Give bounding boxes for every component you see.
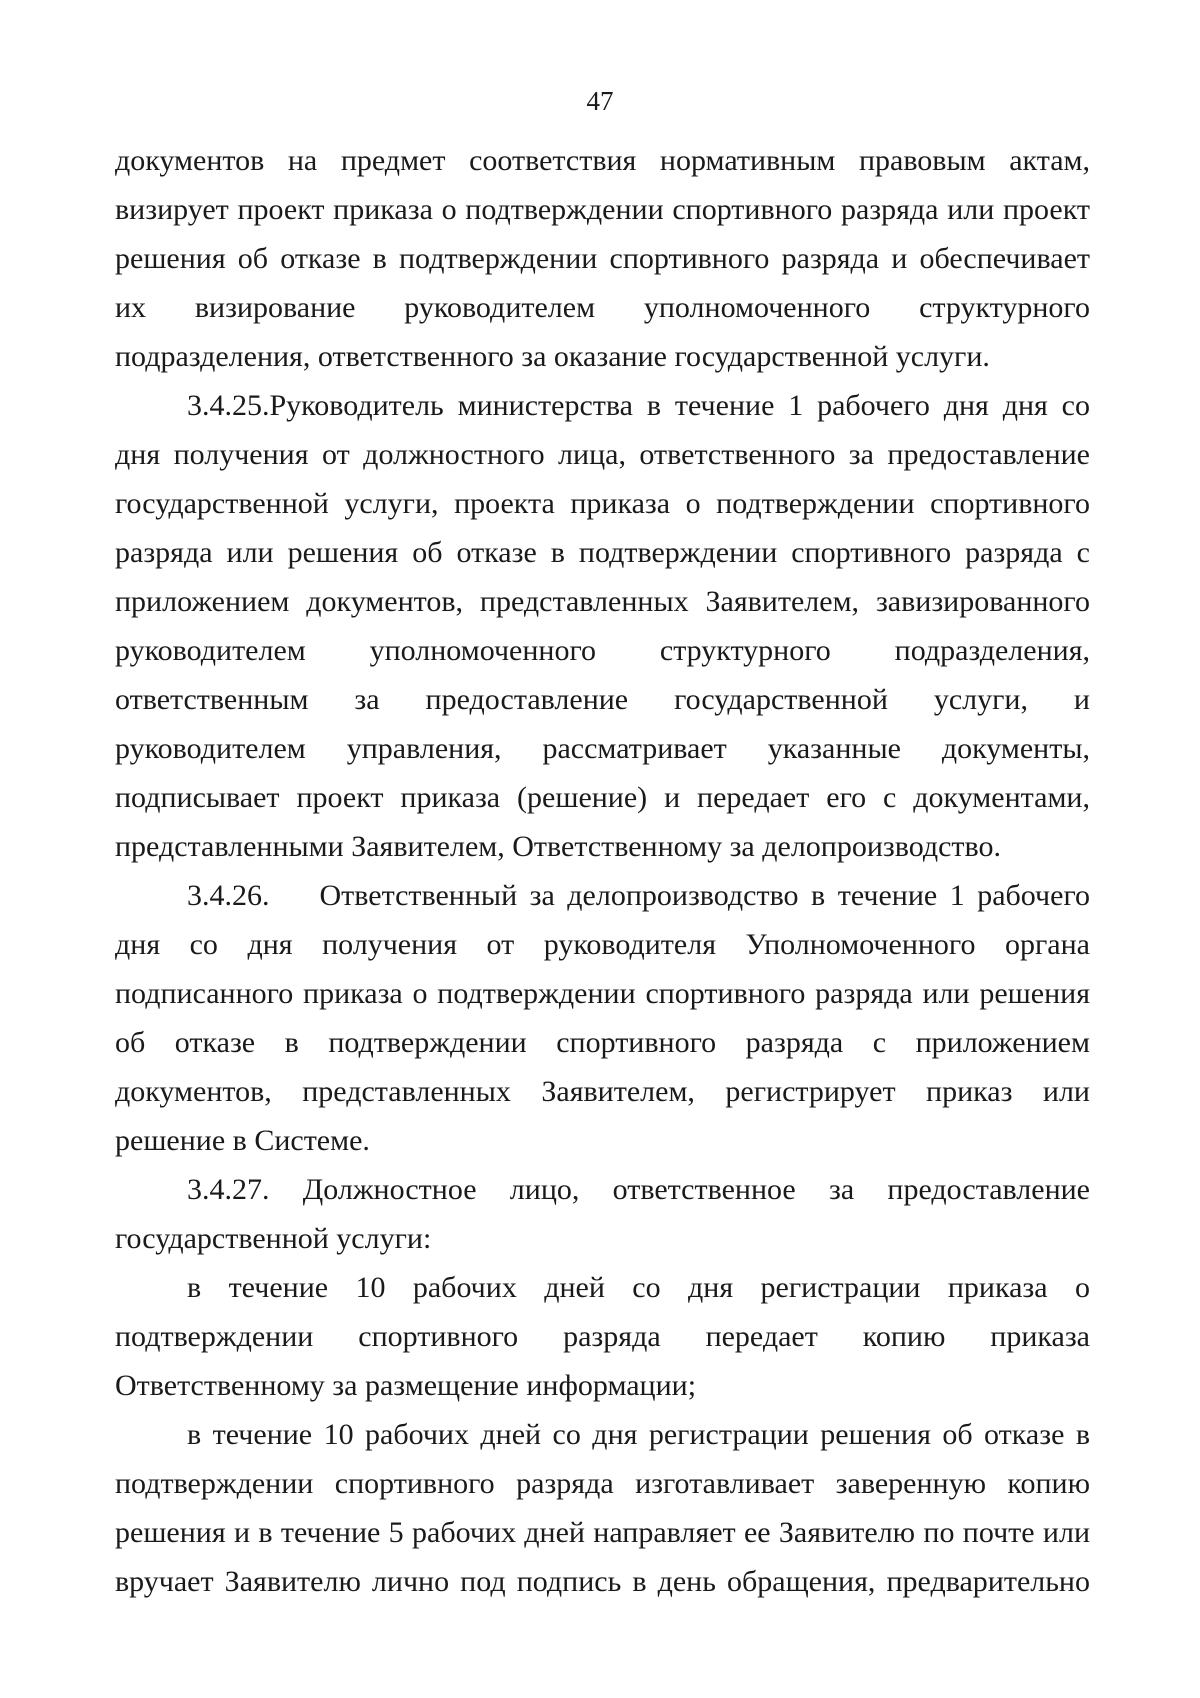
paragraph-item-copy-order: в течение 10 рабочих дней со дня регистрации приказа о подтверждении спортивного разряда передает копию приказа Ответственному за размещение информации; <box>115 1271 1090 1402</box>
paragraph-continuation: документов на предмет соответствия нормативным правовым актам, визирует проект приказа о подтверждении спортивного разряда или проект решения об отказе в подтверждении спортивного разряда и обеспечивает их визирование руководителем уполномоченного структурного подразделения, ответственного за оказание государственной услуги. <box>115 144 1090 373</box>
paragraph-item-refusal-copy: в течение 10 рабочих дней со дня регистрации решения об отказе в подтверждении спортивного разряда изготавливает заверенную копию решения и в течение 5 рабочих дней направляет ее Заявителю по почте или вручает Заявителю лично под подпись в день обращения, предварительно <box>115 1418 1090 1598</box>
paragraph-3-4-26: 3.4.26. Ответственный за делопроизводство в течение 1 рабочего дня со дня получения от руководителя Уполномоченного органа подписанного приказа о подтверждении спортивного разряда или решения об отказе в подтверждении спортивного разряда с приложением документов, представленных Заявителем, регистрирует приказ или решение в Системе. <box>115 879 1098 1157</box>
paragraph-3-4-25: 3.4.25.Руководитель министерства в течение 1 рабочего дня дня со дня получения от должностного лица, ответственного за предоставление государственной услуги, проекта приказа о подтверждении спортивного разряда или решения об отказе в подтверждении спортивного разряда с приложением документов, представленных Заявителем, завизированного руководителем уполномоченного структурного подразделения, ответственным за предоставление государственной услуги, и руководителем управления, рассматривает указанные документы, подписывает проект приказа (решение) и передает его с документами, представленными Заявителем, Ответственному за делопроизводство. <box>115 389 1090 863</box>
page-number: 47 <box>586 86 614 116</box>
paragraph-3-4-27: 3.4.27. Должностное лицо, ответственное за предоставление государственной услуги: <box>115 1173 1090 1255</box>
document-body <box>115 136 1098 1606</box>
